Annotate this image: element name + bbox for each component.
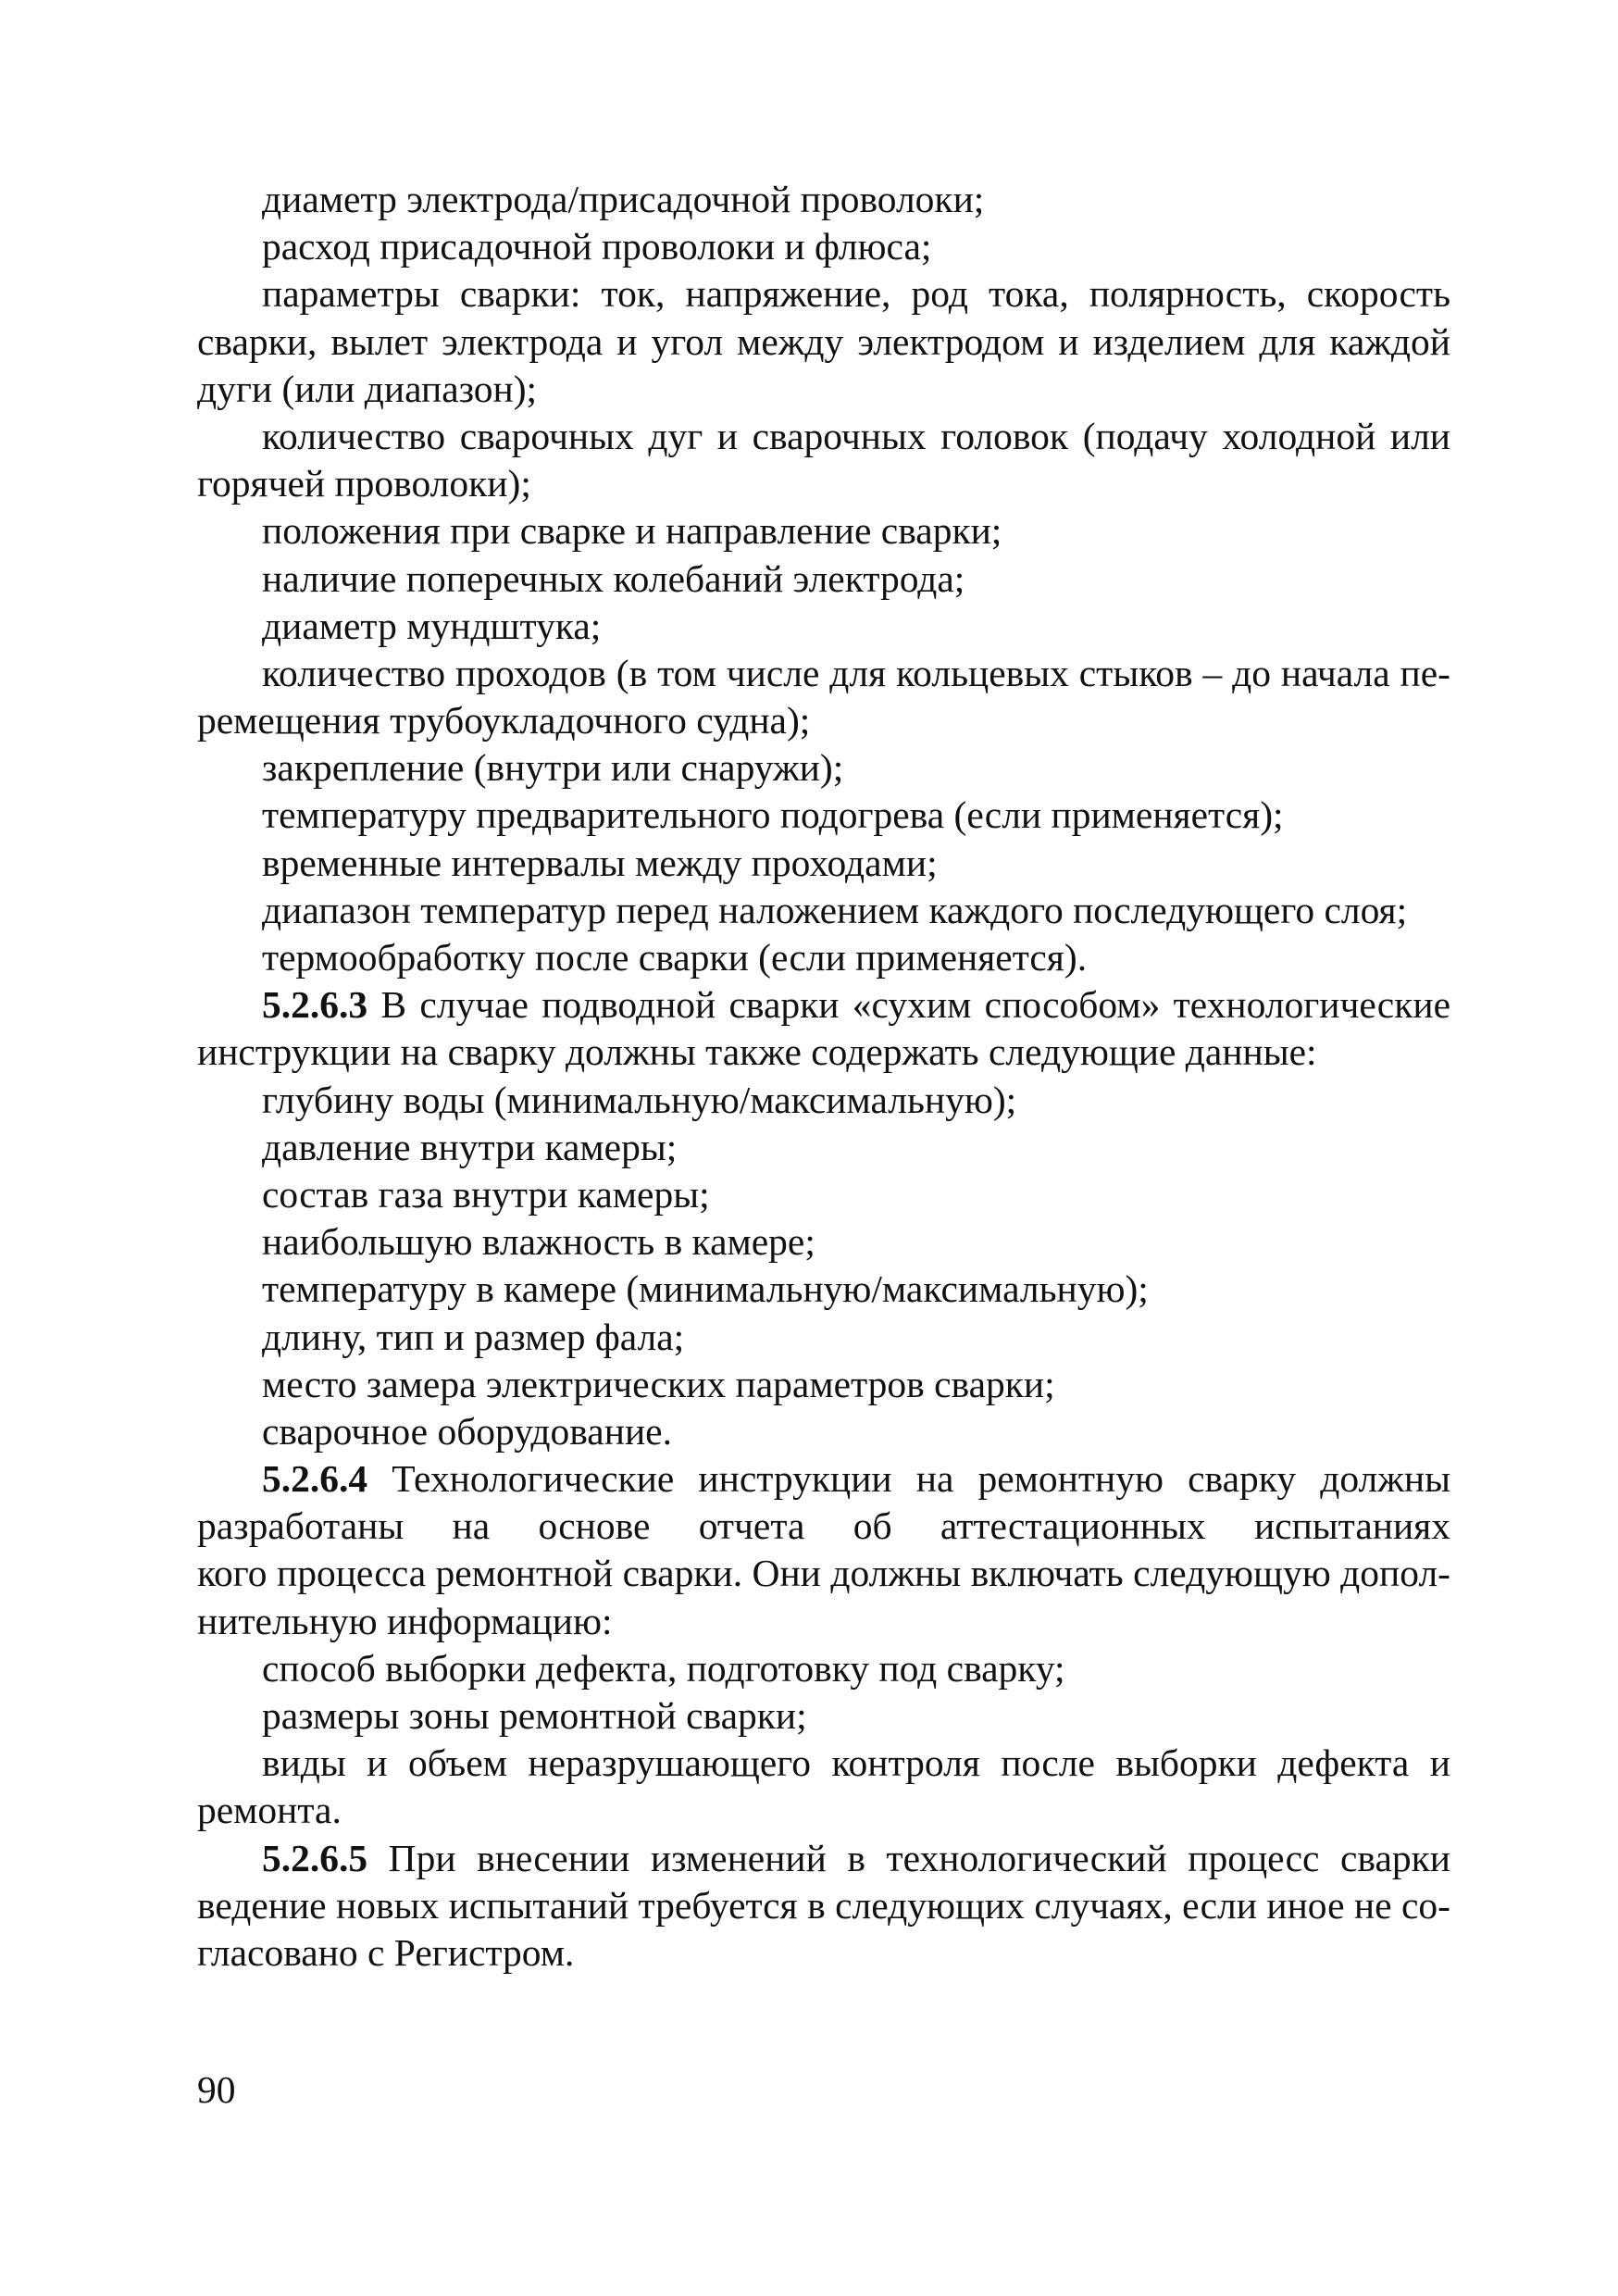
line-text: дуги (или диапазон); [197,367,538,410]
section-heading-line [197,1835,1450,1882]
text-line [197,1124,1450,1171]
text-line [197,887,1450,934]
page-number: 90 [197,2068,236,2111]
line-text: давление внутри камеры; [262,1125,678,1168]
line-text: виды и объем неразрушающего контроля после выборки дефекта и [262,1741,1450,1785]
line-text: термообработку после сварки (если применяется). [262,936,1088,979]
line-text: диаметр мундштука; [262,604,602,647]
text-line [197,1029,1450,1076]
text-line [197,1266,1450,1313]
text-line [197,1503,1450,1550]
text-line [197,792,1450,839]
text-line [197,1550,1450,1597]
line-text: гласовано с Регистром. [197,1930,575,1974]
text-line [197,507,1450,555]
line-text: состав газа внутри камеры; [262,1172,710,1216]
line-text: ремонта. [197,1789,342,1832]
line-text: диаметр электрода/присадочной проволоки; [262,178,985,220]
line-text: кого процесса ремонтной сварки. Они должны включать следующую допол- [197,1552,1450,1595]
line-text: сварки, вылет электрода и угол между электродом и изделием для каждой [197,319,1450,363]
text-line [197,270,1450,318]
text-line [197,1077,1450,1124]
text-line [197,650,1450,697]
line-text: длину, тип и размер фала; [262,1315,685,1358]
section-number: 5.2.6.5 [262,1836,368,1879]
line-text: наличие поперечных колебаний электрода; [262,556,965,600]
line-text: горячей проволоки); [197,462,531,505]
section-heading-line [197,981,1450,1029]
text-line [197,460,1450,507]
text-line [197,1645,1450,1692]
text-line [197,1361,1450,1408]
line-text: температуру в камере (минимальную/максимальную); [262,1267,1149,1311]
line-text: параметры сварки: ток, напряжение, род тока, полярность, скорость [262,272,1450,316]
line-text: расход присадочной проволоки и флюса; [262,225,932,268]
text-line [197,555,1450,603]
section-heading-line [197,1455,1450,1503]
line-text: размеры зоны ремонтной сварки; [262,1694,807,1737]
text-line [197,934,1450,981]
text-line [197,697,1450,744]
line-text: наибольшую влажность в камере; [262,1220,815,1264]
text-line [197,1598,1450,1645]
line-text: Технологические инструкции на ремонтную сварку должны [392,1457,1450,1501]
line-text: температуру предварительного подогрева (если применяется); [262,793,1284,837]
section-number: 5.2.6.4 [262,1457,368,1501]
text-line [197,1218,1450,1266]
text-line [197,1882,1450,1929]
text-line [197,366,1450,413]
text-line [197,744,1450,792]
text-line [197,1408,1450,1455]
text-line [197,176,1450,223]
text-line [197,318,1450,366]
section-number: 5.2.6.3 [262,983,368,1027]
line-text: количество сварочных дуг и сварочных головок (подачу холодной или [262,414,1450,457]
line-text: При внесении изменений в технологический процесс сварки [388,1836,1450,1879]
line-text: количество проходов (в том числе для кольцевых стыков – до начала пе- [262,651,1450,694]
text-line [197,1171,1450,1218]
line-text: способ выборки дефекта, подготовку под сварку; [262,1646,1065,1690]
line-text: ведение новых испытаний требуется в следующих случаях, если иное не со- [197,1883,1450,1927]
text-line [197,1314,1450,1361]
text-line [197,1929,1450,1977]
line-text: ремещения трубоукладочного судна); [197,699,811,742]
page-body [197,176,1450,1977]
text-line [197,413,1450,460]
line-text: нительную информацию: [197,1599,613,1642]
line-text: диапазон температур перед наложением каждого последующего слоя; [262,888,1408,931]
text-line [197,1740,1450,1787]
line-text: временные интервалы между проходами; [262,841,938,884]
line-text: В случае подводной сварки «сухим способом» технологические [367,983,1450,1027]
line-text: положения при сварке и направление сварки; [262,509,1002,553]
text-line [197,1692,1450,1740]
text-line [197,603,1450,650]
line-text: инструкции на сварку должны также содержать следующие данные: [197,1030,1317,1074]
line-text: закрепление (внутри или снаружи); [262,746,844,790]
line-text: место замера электрических параметров сварки; [262,1362,1055,1405]
line-text: глубину воды (минимальную/максимальную); [262,1078,1017,1121]
line-text: разработаны на основе отчета об аттестационных испытаниях [197,1504,1450,1548]
line-text: сварочное оборудование. [262,1409,672,1453]
text-line [197,1787,1450,1834]
text-line [197,840,1450,887]
text-line [197,223,1450,270]
